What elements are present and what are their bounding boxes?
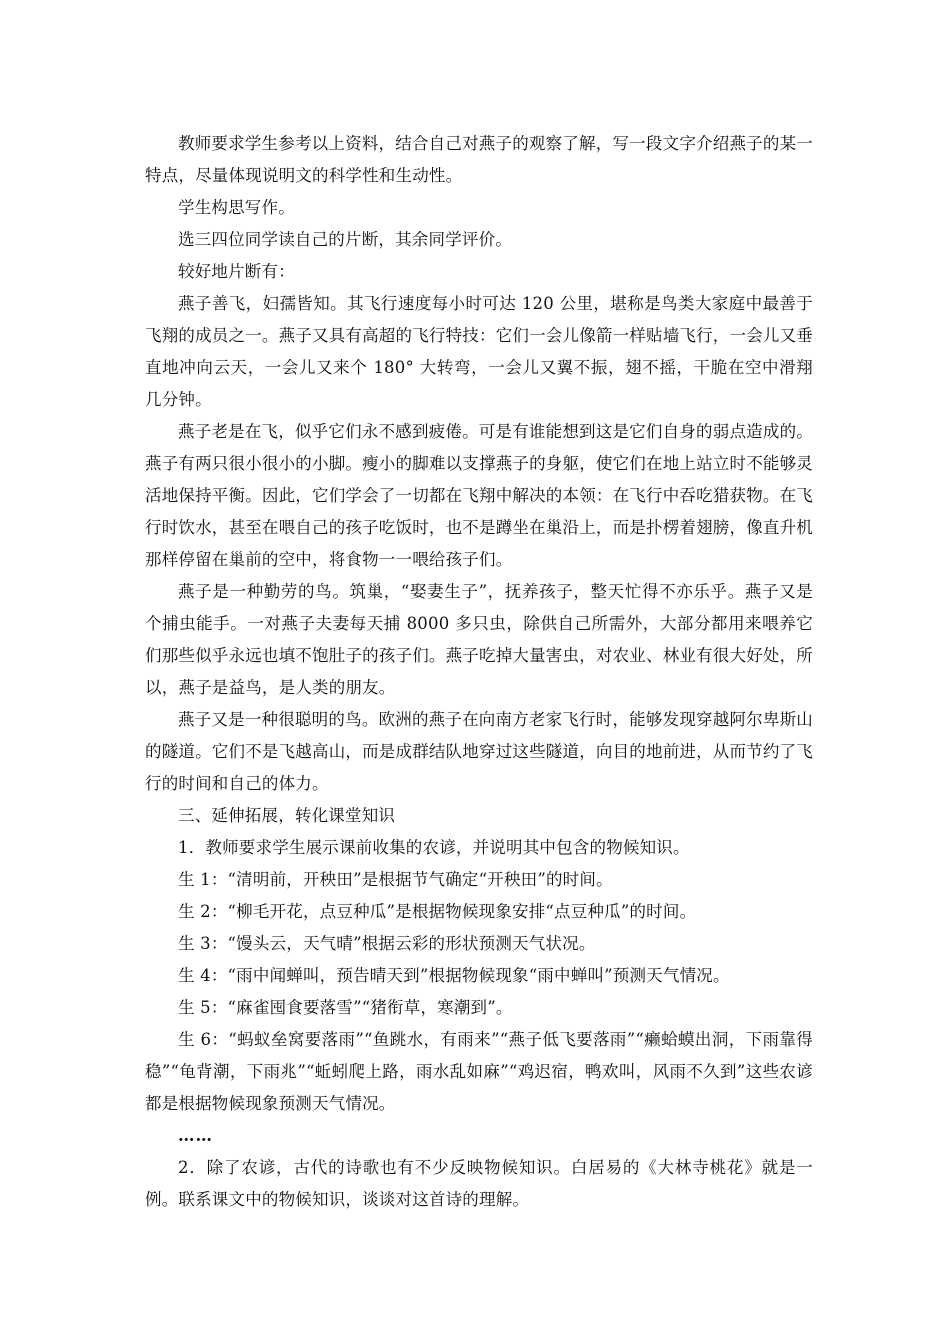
ellipsis: ……	[178, 1126, 213, 1145]
paragraph-student-1: 生 1：“清明前，开秧田”是根据节气确定“开秧田”的时间。	[178, 870, 613, 889]
paragraph-student-2: 生 2：“柳毛开花，点豆种瓜”是根据物候现象安排“点豆种瓜”的时间。	[178, 902, 697, 921]
paragraph-student-5: 生 5：“麻雀囤食要落雪”“猪衔草，寒潮到”。	[178, 998, 513, 1017]
paragraph-task-2: 2．除了农谚，古代的诗歌也有不少反映物候知识。白居易的《大林寺桃花》就是一例。联系课文中的物候知识，谈谈对这首诗的理解。	[145, 1158, 813, 1209]
paragraph-swallow-always-flying: 燕子老是在飞，似乎它们永不感到疲倦。可是有谁能想到这是它们自身的弱点造成的。燕子有两只很小很小的小脚。瘦小的脚难以支撑燕子的身躯，使它们在地上站立时不能够灵活地保持平衡。因此，它们学会了一切都在飞翔中解决的本领：在飞行中吞吃猎获物。在飞行时饮水，甚至在喂自己的孩子吃饭时，也不是蹲坐在巢沿上，而是扑楞着翅膀，像直升机那样停留在巢前的空中，将食物一一喂给孩子们。	[145, 422, 813, 569]
paragraph-student-3: 生 3：“馒头云，天气晴”根据云彩的形状预测天气状况。	[178, 934, 596, 953]
paragraph-swallow-clever: 燕子又是一种很聪明的鸟。欧洲的燕子在向南方老家飞行时，能够发现穿越阿尔卑斯山的隧道。它们不是飞越高山，而是成群结队地穿过这些隧道，向目的地前进，从而节约了飞行的时间和自己的体力。	[145, 710, 813, 793]
paragraph-good-excerpts: 较好地片断有：	[178, 262, 295, 281]
paragraph-student-4: 生 4：“雨中闻蝉叫，预告晴天到”根据物候现象“雨中蝉叫”预测天气情况。	[178, 966, 730, 985]
paragraph-task-1: 1．教师要求学生展示课前收集的农谚，并说明其中包含的物候知识。	[178, 838, 690, 857]
paragraph-student-6: 生 6：“蚂蚁垒窝要落雨”“鱼跳水，有雨来”“燕子低飞要落雨”“癞蛤蟆出洞，下雨靠得稳”“龟背潮，下雨兆”“蚯蚓爬上路，雨水乱如麻”“鸡迟宿，鸭欢叫，风雨不久到”这些农谚都是根据物候现象预测天气情况。	[145, 1030, 813, 1113]
section-heading-extension: 三、延伸拓展，转化课堂知识	[178, 806, 396, 825]
paragraph-student-writing: 学生构思写作。	[178, 198, 295, 217]
paragraph-reading: 选三四位同学读自己的片断，其余同学评价。	[178, 230, 512, 249]
paragraph-swallow-diligent: 燕子是一种勤劳的鸟。筑巢，“娶妻生子”，抚养孩子，整天忙得不亦乐乎。燕子又是个捕虫能手。一对燕子夫妻每天捕 8000 多只虫，除供自己所需外，大部分都用来喂养它们那些似乎永远也填不饱肚子的孩子们。燕子吃掉大量害虫，对农业、林业有很大好处，所以，燕子是益鸟，是人类的朋友。	[145, 582, 813, 697]
document-body	[145, 128, 813, 1216]
paragraph-swallow-flight: 燕子善飞，妇孺皆知。其飞行速度每小时可达 120 公里，堪称是鸟类大家庭中最善于飞翔的成员之一。燕子又具有高超的飞行特技：它们一会儿像箭一样贴墙飞行，一会儿又垂直地冲向云天，一会儿又来个 180° 大转弯，一会儿又翼不振，翅不摇，干脆在空中滑翔几分钟。	[145, 294, 813, 409]
paragraph-assignment: 教师要求学生参考以上资料，结合自己对燕子的观察了解，写一段文字介绍燕子的某一特点，尽量体现说明文的科学性和生动性。	[145, 134, 813, 185]
